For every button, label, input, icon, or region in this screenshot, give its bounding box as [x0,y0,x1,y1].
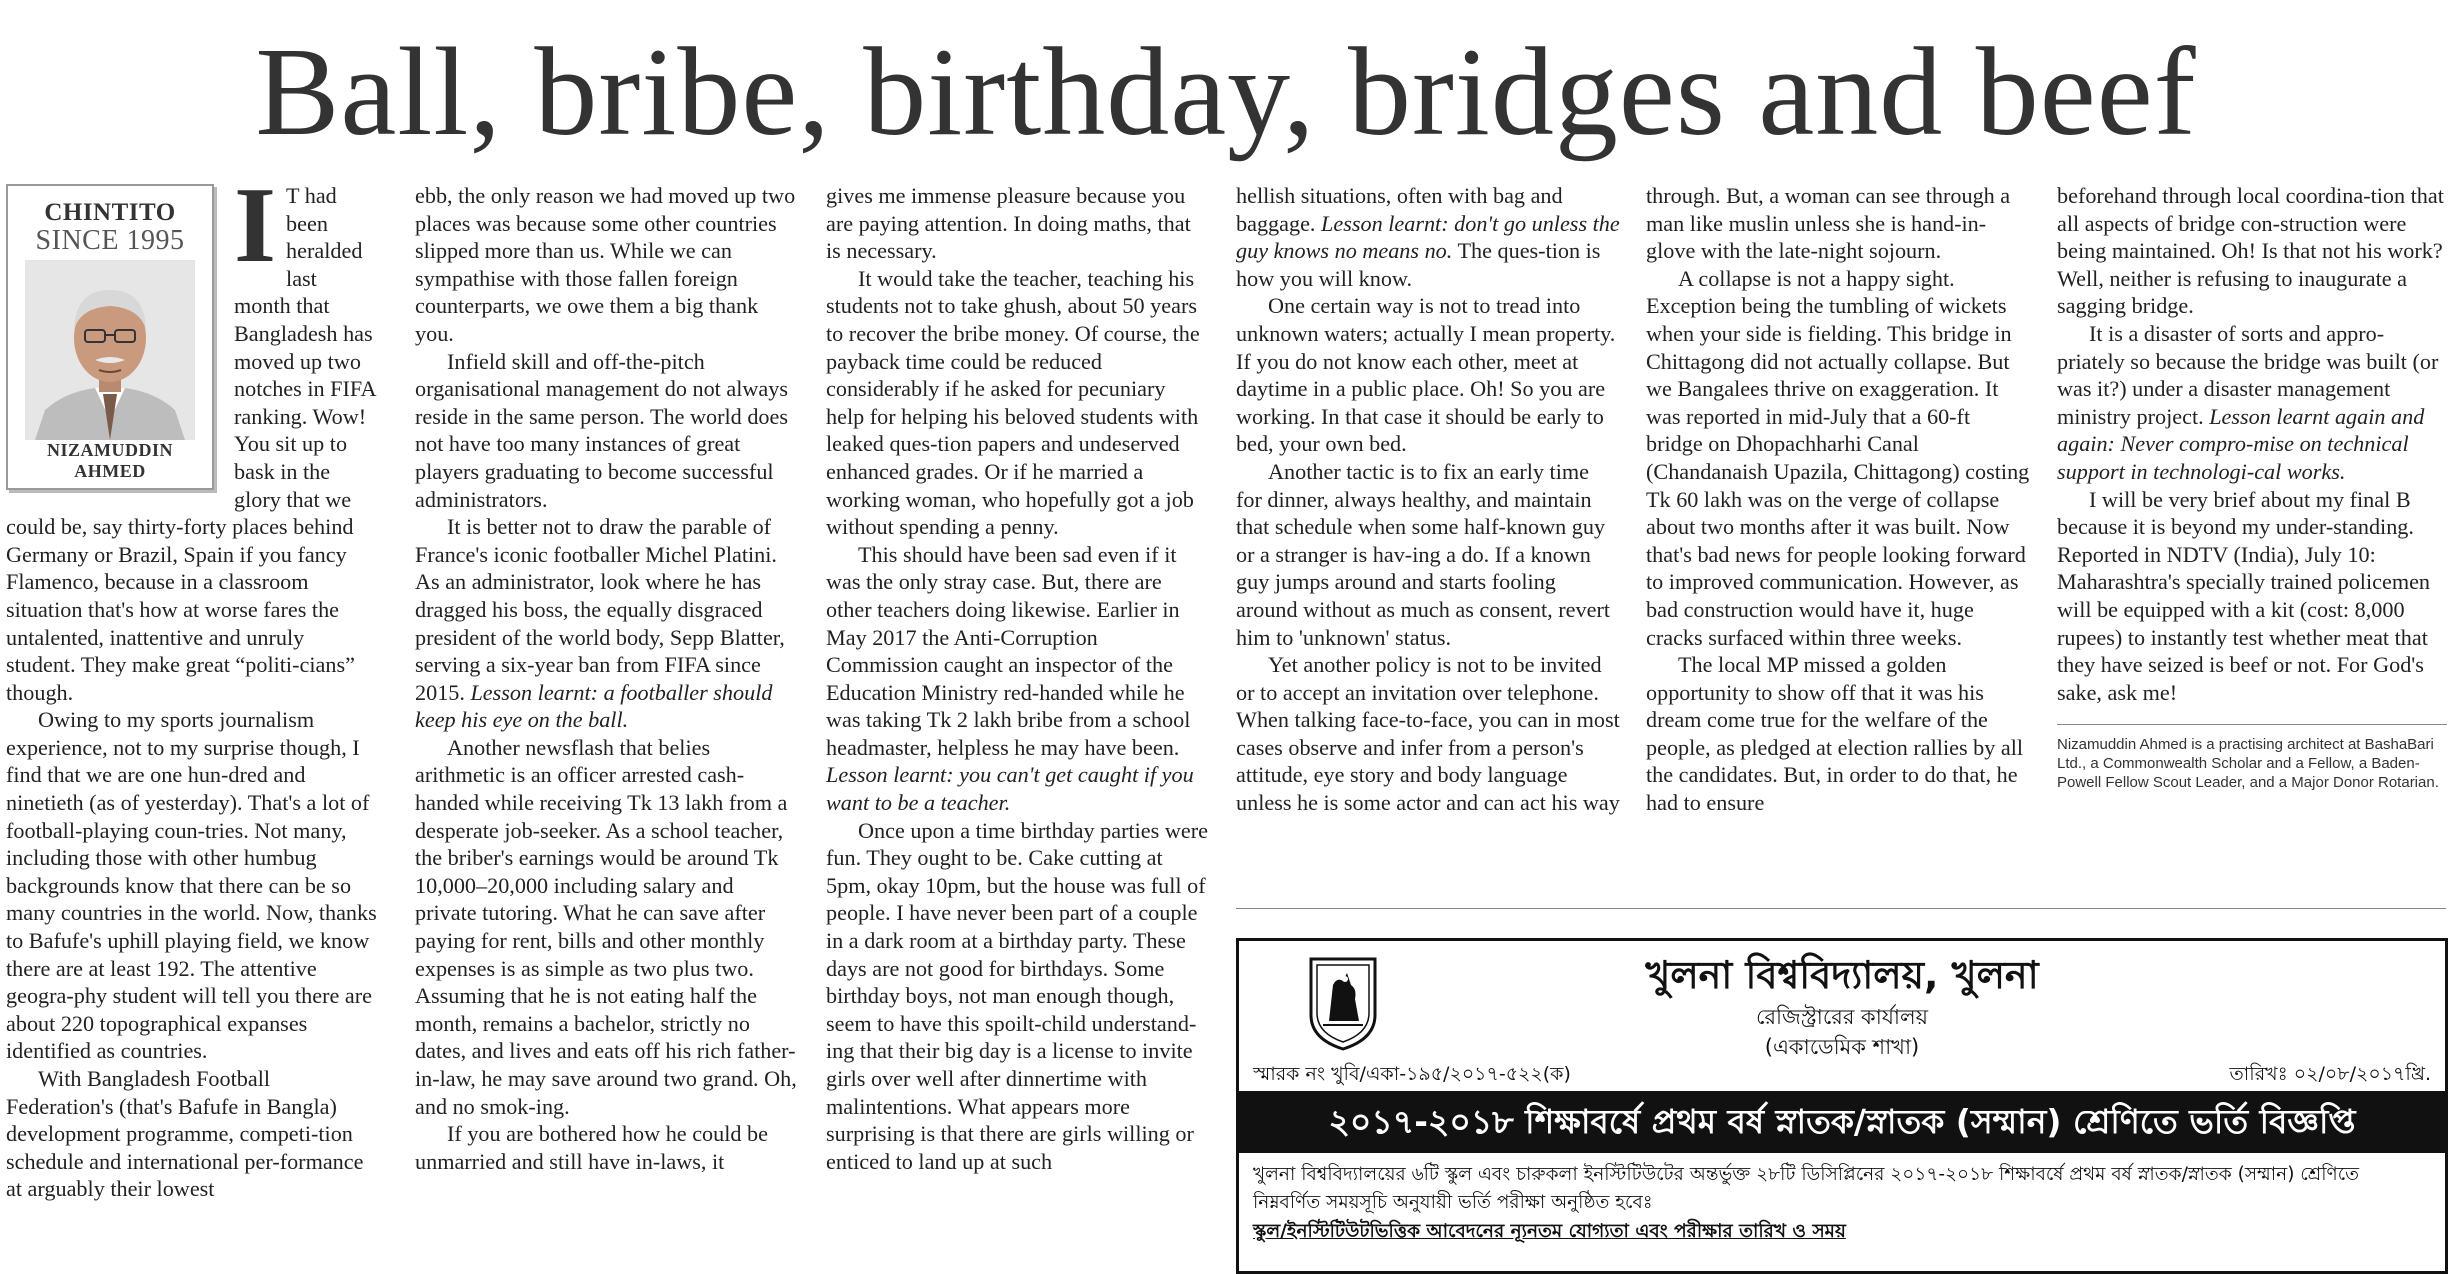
headline: Ball, bribe, birthday, bridges and beef [255,23,2197,162]
paragraph: Another newsflash that belies arithmetic is an officer arrested cash-handed while receiving Tk 13 lakh from a desperate job-seeker. As a school teacher, the briber's earnings would be around Tk 10,000–20,000 including salary and private tutoring. What he can save after paying for rent, bills and other monthly expenses is as simple as two plus two. Assuming that he is not eating half the month, remains a bachelor, strictly no dates, and lives and eats off his rich father-in-law, he may save around two grand. Oh, and no smok-ing. [415,734,797,1119]
paragraph: Infield skill and off-the-pitch organisational management do not always reside in the same person. The world does not have too many instances of great players graduating to become successful administrators. [415,348,788,512]
article-column-6 [2057,182,2447,882]
article-column-2 [415,182,797,1252]
academic-branch: (একাডেমিক শাখা) [1764,1035,1920,1059]
paragraph [826,541,1208,817]
admission-notice-ad [1236,938,2448,1274]
paragraph: If you are bothered how he could be unmarried and still have in-laws, it [415,1121,768,1174]
paragraph: Owing to my sports journalism experience, not to my surprise though, I find that we are one hun-dred and ninetieth (as of yesterday). That's a lot of football-playing coun-tries. Not many, including those with other humbug backgrounds know that there can be so many countries in the world. Now, thanks to Bafufe's uphill playing field, we know there are at least 192. The attentive geogra-phy student will tell you there are about 220 topographical expanses identified as countries. [6,707,377,1064]
paragraph: gives me immense pleasure because you are paying attention. In doing maths, that is necessary. [826,183,1191,264]
author-bio: Nizamuddin Ahmed is a practising architect at BashaBari Ltd., a Commonwealth Scholar and a Fellow, a Baden-Powell Fellow Scout Leader, and a Major Donor Rotarian. [2057,724,2447,792]
divider [1236,908,2446,909]
paragraph: A collapse is not a happy sight. Exception being the tumbling of wickets when your side is fielding. This bridge in Chittagong did not actually collapse. But we Bangalees thrive on exaggeration. It was reported in mid-July that a 60-ft bridge on Dhopachharhi Canal (Chandanaish Upazila, Chittagong) costing Tk 60 lakh was on the verge of collapse about two months after it was built. Now that's bad news for people looking forward to improved communication. However, as bad construction would have it, huge cracks surfaced within three weeks. [1646,265,2030,650]
lesson-learnt: Lesson learnt: don't go unless the guy knows no means no. [1236,210,1620,264]
author-first-name: NIZAMUDDIN [47,440,173,460]
article-column-5 [1646,182,2030,882]
paragraph-text: It is better not to draw the parable of France's iconic footballer Michel Platini. As an administrator, look where he has dragged his boss, the equally disgraced president of the world body, Sepp Blatter, serving a six-year ban from FIFA since 2015. [415,514,785,705]
notice-subheading: স্কুল/ইনস্টিটিউটভিত্তিক আবেদনের ন্যূনতম যোগ্যতা এবং পরীক্ষার তারিখ ও সময় [1253,1221,1846,1242]
paragraph-text: It is a disaster of sorts and appro-priately so because the bridge was built (or was it?) under a disaster management ministry project. [2057,320,2439,429]
paragraph: Once upon a time birthday parties were fun. They ought to be. Cake cutting at 5pm, okay 10pm, but the house was full of people. I have never been part of a couple in a dark room at a birthday party. These days are not good for birthdays. Some birthday boys, not man enough though, seem to have this spoilt-child understand-ing that their big day is a license to invite girls over well after dinnertime with malintentions. What appears more surprising is that there are girls willing or enticed to land up at such [826,817,1208,1174]
memo-number: স্মারক নং খুবি/একা-১৯৫/২০১৭-৫২২(ক) [1253,1063,1571,1085]
paragraph: I will be very brief about my final B because it is beyond my under-standing. Reported in NDTV (India), July 10: Maharashtra's specially trained policemen will be equipped with a kit (cost: 8,000 rupees) to instantly test whether meat that they have seized is beef or not. For God's sake, ask me! [2057,486,2431,705]
paragraph-text: The ques-tion is how you will know. [1236,238,1601,291]
university-name: খুলনা বিশ্ববিদ্যালয়, খুলনা [1645,953,2039,997]
lesson-learnt: Lesson learnt: you can't get caught if you want to be a teacher. [826,762,1194,816]
paragraph: T had been heralded last month that Bangladesh has moved up two notches in FIFA ranking. Wow! You sit up to bask in the glory that we could be, say thirty-forty places behind Germany or Brazil, Spain if you fancy Flamenco, because in a classroom situation that's how at worse fares the untalented, inattentive and unruly student. They make great “politi-cians” though. [6,183,376,705]
paragraph: ebb, the only reason we had moved up two places was because some other countries slipped more than us. While we can sympathise with those fallen foreign counterparts, we owe them a big thank you. [415,183,796,346]
notice-banner: ২০১৭-২০১৮ শিক্ষাবর্ষে প্রথম বর্ষ স্নাতক/স্নাতক (সম্মান) শ্রেণিতে ভর্তি বিজ্ঞপ্তি [1239,1091,2445,1153]
author-last-name: AHMED [74,461,146,481]
paragraph [415,513,797,734]
paragraph [2057,320,2447,486]
article-column-3 [826,182,1208,1252]
drop-cap: I [234,182,277,285]
column-name: CHINTITO [44,199,176,226]
paragraph [1236,182,1620,292]
paragraph: One certain way is not to tread into unknown waters; actually I mean property. If you do not know each other, meet at daytime in a public place. Oh! So you are working. In that case it should be early to bed, your own bed. [1236,293,1616,457]
article-column-1 [6,182,378,1252]
author-portrait [25,260,195,440]
lesson-learnt: Lesson learnt: a footballer should keep his eye on the ball. [415,679,773,733]
registrar-office: রেজিস্ট্রারের কার্যালয় [1755,1005,1929,1029]
paragraph: It would take the teacher, teaching his students not to take ghush, about 50 years to recover the bribe money. Of course, the payback time could be reduced considerably if he asked for pecuniary help for helping his beloved students with leaked ques-tion papers and undeserved enhanced grades. Or if he married a working woman, who hopefully got a job without spending a penny. [826,265,1200,540]
paragraph: beforehand through local coordina-tion that all aspects of bridge con-struction were being maintained. Oh! Is that not his work? Well, neither is refusing to inaugurate a sagging bridge. [2057,183,2444,319]
lesson-learnt: Lesson learnt again and again: Never compro-mise on technical support in technologi-cal works. [2057,403,2425,484]
byline-box [6,184,214,490]
paragraph-text: hellish situations, often with bag and baggage. [1236,183,1563,236]
paragraph: With Bangladesh Football Federation's (that's Bafufe in Bangla) development programme, competi-tion schedule and international per-formance at arguably their lowest [6,1066,364,1202]
notice-body: খুলনা বিশ্ববিদ্যালয়ের ৬টি স্কুল এবং চারুকলা ইনস্টিটিউটের অন্তর্ভুক্ত ২৮টি ডিসিপ্লিনের ২০১৭-২০১৮ শিক্ষাবর্ষে প্রথম বর্ষ স্নাতক/স্নাতক (সম্মান) শ্রেণিতে নিম্নবর্ণিত সময়সূচি অনুযায়ী ভর্তি পরীক্ষা অনুষ্ঠিত হবেঃ [1253,1164,2360,1213]
paragraph-text: This should have been sad even if it was the only stray case. But, there are other teachers doing likewise. Earlier in May 2017 the Anti-Corruption Commission caught an inspector of the Education Ministry red-handed while he was taking Tk 2 lakh bribe from a school headmaster, helpless he may have been. [826,541,1191,760]
notice-date: তারিখঃ ০২/০৮/২০১৭খ্রি. [2229,1063,2431,1085]
paragraph: through. But, a woman can see through a man like muslin unless she is hand-in-glove with the late-night sojourn. [1646,183,2011,264]
paragraph: The local MP missed a golden opportunity to show off that it was his dream come true for the welfare of the people, as pledged at election rallies by all the candidates. But, in order to do that, he had to ensure [1646,652,2024,816]
column-since: SINCE 1995 [35,225,185,256]
paragraph: Yet another policy is not to be invited or to accept an invitation over telephone. When talking face-to-face, you can in most cases observe and infer from a person's attitude, eye story and body language unless he is some actor and can act his way [1236,652,1620,816]
paragraph: Another tactic is to fix an early time for dinner, always healthy, and maintain that schedule when some half-known guy or a stranger is hav-ing a do. If a known guy jumps around and starts fooling around without as much as consent, revert him to 'unknown' status. [1236,458,1611,650]
